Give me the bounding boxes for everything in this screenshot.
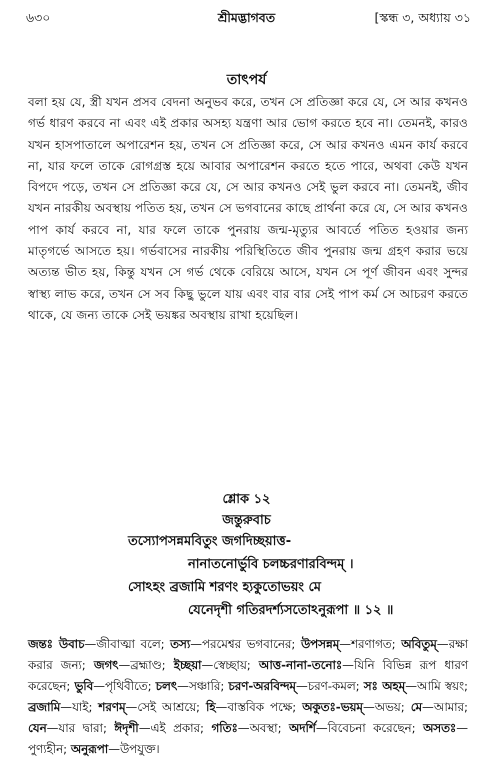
synonym-entry: শরণম্—সেই আশ্রয়ে; [98, 700, 200, 714]
verse-number: শ্লোক ১২ [222, 492, 271, 507]
synonym-word: ভুবি [74, 679, 94, 693]
synonym-word: আত্ত-নানা-তনোঃ [258, 658, 343, 672]
synonym-word: অসতঃ [423, 721, 457, 735]
synonym-entry: অসতঃ—পুণ্যহীন; [28, 721, 469, 756]
synonyms-paragraph [28, 634, 468, 760]
synonym-entry: অদর্শি—বিবেচনা করেছেন; [289, 721, 416, 735]
synonym-entry: জগৎ—ব্রহ্মাণ্ড; [93, 658, 166, 672]
purport-heading: তাৎপর্য [226, 72, 267, 88]
verse-line: তস্যোপসন্নমবিতুং জগদিচ্ছয়াত্ত- [128, 534, 292, 549]
synonym-word: জগৎ [93, 658, 119, 672]
synonym-meaning: চরণ-কমল; [307, 679, 360, 693]
synonym-word: জন্তঃ উবাচ [28, 637, 85, 651]
synonym-word: মে [410, 700, 423, 714]
synonym-meaning: অবস্থা; [249, 721, 282, 735]
synonym-entry: মে—আমার; [410, 700, 469, 714]
synonym-entry: গতিঃ—অবস্থা; [211, 721, 282, 735]
synonym-entry: উপসন্নম্—শরণাগত; [300, 637, 396, 651]
verse-speaker: জন্তুরুবাচ [222, 513, 271, 528]
synonym-word: উপসন্নম্ [300, 637, 340, 651]
synonym-word: চলৎ [155, 679, 178, 693]
synonym-meaning: আমি স্বয়ং; [417, 679, 469, 693]
synonym-word: অকুতঃ-ভয়ম্ [302, 700, 363, 714]
synonym-entry: চরণ-অরবিন্দম্—চরণ-কমল; [228, 679, 360, 693]
synonym-meaning: পুণ্যহীন; [28, 742, 68, 756]
synonym-entry: অনুরূপা—উপযুক্ত। [70, 742, 160, 756]
synonym-meaning: উপযুক্ত। [119, 742, 160, 756]
synonym-entry: সঃ অহম্—আমি স্বয়ং; [363, 679, 469, 693]
synonym-meaning: আমার; [433, 700, 469, 714]
synonym-meaning: রক্ষা করার জন্য; [28, 637, 469, 672]
synonym-entry: হি—বাস্তবিক পক্ষে; [205, 700, 297, 714]
synonym-word: ইচ্ছয়া [173, 658, 202, 672]
synonym-word: হি [205, 700, 216, 714]
synonym-meaning: পরমেশ্বর ভগবানের; [202, 637, 296, 651]
page-number: ৬৩০ [26, 10, 51, 25]
synonym-word: সঃ অহম্ [363, 679, 406, 693]
synonym-entry: অবিতুম্—রক্ষা করার জন্য; [28, 637, 469, 672]
verse-line: যেনেদৃশী গতিরদর্শ্যসতোঽনুরূপা ॥ ১২ ॥ [188, 603, 394, 618]
synonym-meaning: পৃথিবীতে; [105, 679, 152, 693]
synonym-meaning: এই প্রকার; [150, 721, 205, 735]
synonym-meaning: যার দ্বারা; [58, 721, 107, 735]
section-reference: [স্কন্ধ ৩, অধ্যায় ৩১ [374, 10, 471, 25]
synonym-word: তস্য [170, 637, 191, 651]
synonym-meaning: সঞ্চারি; [188, 679, 225, 693]
synonym-entry: আত্ত-নানা-তনোঃ—যিনি বিভিন্ন রূপ ধারণ করেছেন; [28, 658, 468, 693]
synonym-entry: ব্রজামি—যাই; [28, 700, 93, 714]
synonym-entry: যেন—যার দ্বারা; [28, 721, 107, 735]
synonym-word: যেন [28, 721, 47, 735]
synonym-meaning: শরণাগত; [351, 637, 396, 651]
synonym-entry: চলৎ—সঞ্চারি; [155, 679, 225, 693]
synonym-meaning: বিবেচনা করেছেন; [327, 721, 416, 735]
synonym-meaning: সেই আশ্রয়ে; [137, 700, 200, 714]
synonym-word: ব্রজামি [28, 700, 61, 714]
synonym-word: অবিতুম্ [401, 637, 437, 651]
synonym-word: অদর্শি [289, 721, 316, 735]
synonym-entry: অকুতঃ-ভয়ম্—অভয়; [302, 700, 405, 714]
book-title: শ্রীমদ্ভাগবত [217, 10, 276, 25]
synonym-meaning: স্বেচ্ছায়; [213, 658, 251, 672]
synonym-word: শরণম্ [98, 700, 126, 714]
verse-line: নানাতনোর্ভুবি চলচ্চরণারবিন্দম্ । [188, 557, 354, 572]
synonym-meaning: যাই; [72, 700, 93, 714]
synonym-word: চরণ-অরবিন্দম্ [228, 679, 296, 693]
synonym-word: গতিঃ [211, 721, 238, 735]
verse-line: সোঽহং ব্রজামি শরণং হ্যকুতোভয়ং মে [128, 580, 321, 595]
synonym-meaning: বাস্তবিক পক্ষে; [227, 700, 297, 714]
synonym-entry: তস্য—পরমেশ্বর ভগবানের; [170, 637, 296, 651]
synonym-entry: ইচ্ছয়া—স্বেচ্ছায়; [173, 658, 251, 672]
synonym-meaning: জীবাত্মা বলে; [96, 637, 165, 651]
synonym-meaning: অভয়; [374, 700, 405, 714]
synonym-meaning: ব্রহ্মাণ্ড; [130, 658, 166, 672]
synonym-word: অনুরূপা [70, 742, 109, 756]
synonym-meaning: যিনি বিভিন্ন রূপ ধারণ করেছেন; [28, 658, 468, 693]
synonym-entry: জন্তঃ উবাচ—জীবাত্মা বলে; [28, 637, 165, 651]
synonym-word: ঈদৃশী [114, 721, 139, 735]
synonym-entry: ঈদৃশী—এই প্রকার; [114, 721, 205, 735]
purport-text: বলা হয় যে, স্ত্রী যখন প্রসব বেদনা অনুভব করে, তখন সে প্রতিজ্ঞা করে যে, সে আর কখনও গর্ভ ধারণ করবে না এবং এই প্রকার অসহ্য যন্ত্রণা আর ভোগ করতে হবে না। তেমনই, কারও যখন হাসপাতালে অপারেশন হয়, তখন সে প্রতিজ্ঞা করে, সে আর কখনও এমন কার্য করবে না, যার ফলে তাকে রোগগ্রস্ত হয়ে আবার অপারেশন করতে হতে পারে, অথবা কেউ যখন বিপদে পড়ে, তখন সে প্রতিজ্ঞা করে যে, সে আর কখনও সেই ভুল করবে না। তেমনই, জীব যখন নারকীয় অবস্থায় পতিত হয়, তখন সে ভগবানের কাছে প্রার্থনা করে যে, সে আর কখনও পাপ কার্য করবে না, যার ফলে তাকে পুনরায় জন্ম-মৃত্যুর আবর্তে পতিত হওয়ার জন্য মাতৃগর্ভে আসতে হয়। গর্ভবাসের নারকীয় পরিস্থিতিতে জীব পুনরায় জন্ম গ্রহণ করার ভয়ে অত্যন্ত ভীত হয়, কিন্তু যখন সে গর্ভ থেকে বেরিয়ে আসে, যখন সে পূর্ণ জীবন এবং সুন্দর স্বাস্থ্য লাভ করে, তখন সে সব কিছু ভুলে যায় এবং বার বার সেই পাপ কর্ম সে আচরণ করতে থাকে, যে জন্য তাকে সেই ভয়ঙ্কর অবস্থায় রাখা হয়েছিল। [28, 95, 468, 322]
synonym-entry: ভুবি—পৃথিবীতে; [74, 679, 152, 693]
